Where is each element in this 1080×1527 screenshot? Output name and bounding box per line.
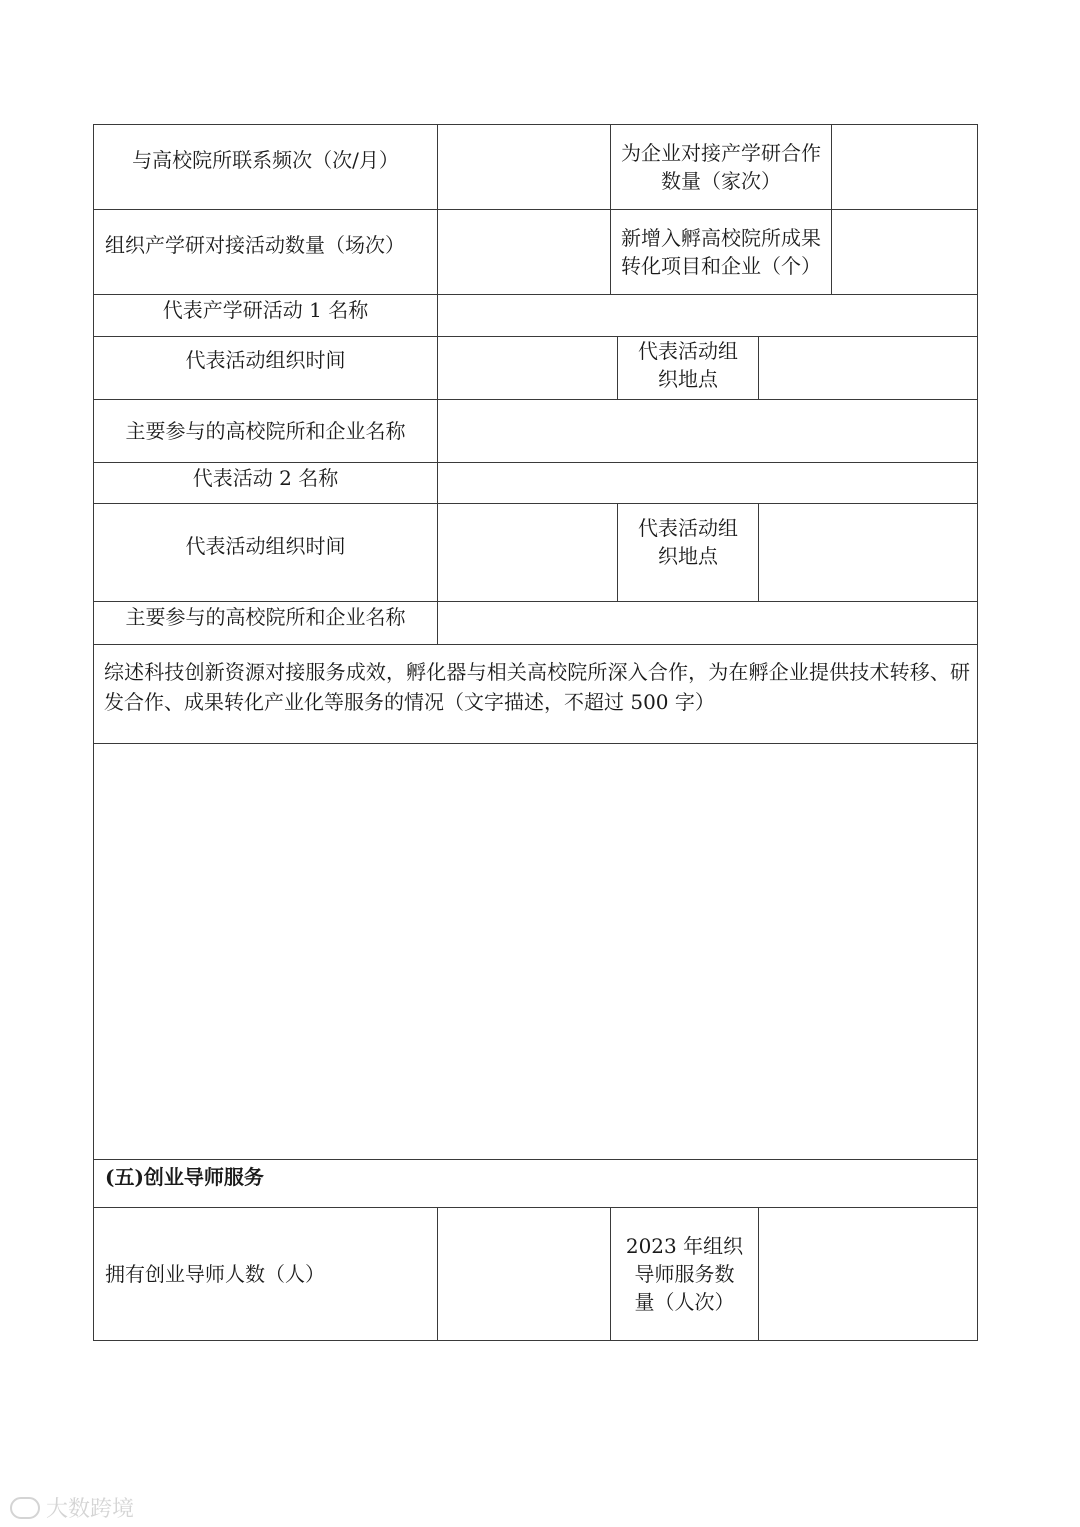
activity1-time-label: 代表活动组织时间 <box>185 348 346 372</box>
activity2-name-value[interactable] <box>438 463 977 503</box>
new-incubation-label: 新增入孵高校院所成果转化项目和企业（个） <box>621 226 821 278</box>
mentor-service-value[interactable] <box>759 1208 977 1340</box>
activity2-place-value[interactable] <box>759 504 977 601</box>
table-line <box>93 644 978 645</box>
mentor-service-label: 2023 年组织导师服务数量（人次） <box>625 1234 744 1314</box>
activity1-name-value[interactable] <box>438 295 977 336</box>
table-line <box>977 124 978 1341</box>
new-incubation-value[interactable] <box>832 210 977 294</box>
activity1-time-value[interactable] <box>438 337 617 399</box>
mentor-count-label: 拥有创业导师人数（人） <box>105 1262 325 1286</box>
activity1-participants-value[interactable] <box>438 400 977 462</box>
summary-prompt: 综述科技创新资源对接服务成效，孵化器与相关高校院所深入合作，为在孵企业提供技术转移、研发合作、成果转化产业化等服务的情况（文字描述，不超过 500 字） <box>104 660 970 714</box>
activity2-place-label: 代表活动组织地点 <box>638 516 738 568</box>
watermark <box>10 1492 134 1523</box>
activity1-place-value[interactable] <box>759 337 977 399</box>
contact-frequency-label: 与高校院所联系频次（次/月） <box>132 148 399 172</box>
enterprise-docking-value[interactable] <box>832 125 977 209</box>
activities-count-label: 组织产学研对接活动数量（场次） <box>105 233 405 257</box>
summary-text-area[interactable] <box>94 744 977 1159</box>
activity2-time-value[interactable] <box>438 504 617 601</box>
watermark-text: 大数跨境 <box>46 1497 135 1522</box>
table-line <box>93 1340 978 1341</box>
watermark-logo-icon <box>10 1497 40 1519</box>
mentor-count-value[interactable] <box>438 1208 610 1340</box>
contact-frequency-value[interactable] <box>438 125 610 209</box>
activities-count-value[interactable] <box>438 210 610 294</box>
activity1-name-label: 代表产学研活动 1 名称 <box>162 298 369 322</box>
enterprise-docking-label: 为企业对接产学研合作数量（家次） <box>621 141 821 193</box>
activity2-name-label: 代表活动 2 名称 <box>192 466 339 490</box>
activity2-participants-value[interactable] <box>438 602 977 644</box>
activity2-time-label: 代表活动组织时间 <box>185 533 346 558</box>
activity1-place-label: 代表活动组织地点 <box>638 339 738 391</box>
activity2-participants-label: 主要参与的高校院所和企业名称 <box>125 605 406 629</box>
section5-title: (五)创业导师服务 <box>105 1165 264 1189</box>
activity1-participants-label: 主要参与的高校院所和企业名称 <box>125 419 406 443</box>
